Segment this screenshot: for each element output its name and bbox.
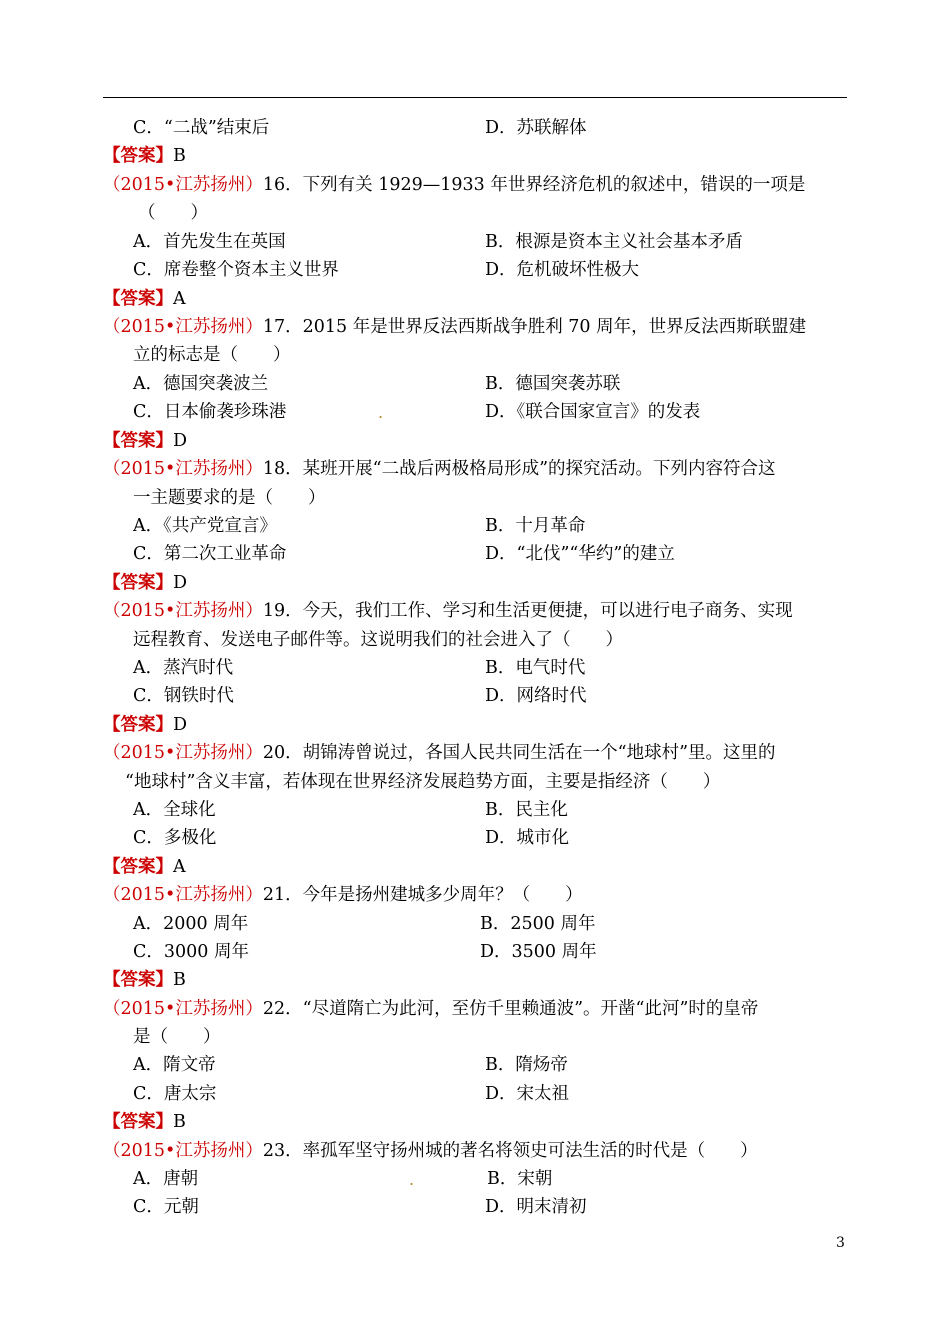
question-text: 20．胡锦涛曾说过，各国人民共同生活在一个“地球村”里。这里的 — [262, 743, 776, 763]
question-text: 22．“尽道隋亡为此河，至仿千里赖通波”。开凿“此河”时的皇帝 — [262, 999, 759, 1019]
answer-label: 【答案】 — [103, 146, 173, 166]
question-source: （2015•江苏扬州） — [103, 1141, 263, 1161]
q22-option-c: C．唐太宗 — [133, 1084, 217, 1104]
q17-option-a: A．德国突袭波兰 — [133, 374, 269, 394]
q15-answer — [103, 145, 186, 167]
q18-answer — [103, 572, 187, 594]
question-source: （2015•江苏扬州） — [103, 459, 263, 479]
question-text: 16．下列有关 1929—1933 年世界经济危机的叙述中，错误的一项是 — [262, 175, 806, 195]
q22-stem — [103, 998, 758, 1020]
answer-label: 【答案】 — [103, 857, 173, 877]
q18-option-c: C．第二次工业革命 — [133, 544, 287, 564]
answer-label: 【答案】 — [103, 431, 173, 451]
q17-option-c: C．日本偷袭珍珠港 — [133, 402, 287, 422]
answer-value: D — [173, 573, 188, 593]
stray-dot-mark: . — [409, 1170, 415, 1189]
question-text: 18．某班开展“二战后两极格局形成”的探究活动。下列内容符合这 — [262, 459, 776, 479]
q23-option-d: D．明末清初 — [485, 1197, 587, 1217]
answer-label: 【答案】 — [103, 715, 173, 735]
header-rule — [103, 97, 847, 98]
q16-option-d: D．危机破坏性极大 — [485, 260, 640, 280]
q18-option-a: A．《共产党宣言》 — [133, 516, 277, 536]
q16-option-b: B．根源是资本主义社会基本矛盾 — [485, 232, 743, 252]
q17-answer — [103, 430, 187, 452]
stray-dot-mark: . — [378, 403, 384, 422]
answer-value: D — [173, 431, 188, 451]
question-text: 23．率孤军坚守扬州城的著名将领史可法生活的时代是（ ） — [262, 1141, 758, 1161]
answer-value: A — [173, 857, 186, 877]
q19-option-c: C．钢铁时代 — [133, 686, 234, 706]
q20-answer — [103, 856, 186, 878]
q22-option-b: B．隋炀帝 — [485, 1055, 568, 1075]
question-source: （2015•江苏扬州） — [103, 601, 263, 621]
answer-label: 【答案】 — [103, 970, 173, 990]
q21-option-c: C．3000 周年 — [133, 942, 249, 962]
q19-option-a: A．蒸汽时代 — [133, 658, 234, 678]
q21-option-d: D．3500 周年 — [480, 942, 597, 962]
q16-option-a: A．首先发生在英国 — [133, 232, 286, 252]
q21-option-a: A．2000 周年 — [133, 914, 249, 934]
question-source: （2015•江苏扬州） — [103, 999, 263, 1019]
q20-option-b: B．民主化 — [485, 800, 568, 820]
q18-stem-cont: 一主题要求的是（ ） — [133, 488, 326, 508]
q21-stem — [103, 884, 583, 906]
q21-answer — [103, 969, 186, 991]
q16-answer — [103, 288, 186, 310]
q15-option-d: D．苏联解体 — [485, 118, 587, 138]
q23-option-a: A．唐朝 — [133, 1169, 199, 1189]
q19-stem-cont: 远程教育、发送电子邮件等。这说明我们的社会进入了（ ） — [133, 630, 623, 650]
question-text: 19．今天，我们工作、学习和生活更便捷，可以进行电子商务、实现 — [262, 601, 793, 621]
q22-stem-cont: 是（ ） — [133, 1027, 221, 1047]
answer-label: 【答案】 — [103, 573, 173, 593]
answer-value: B — [173, 1112, 186, 1132]
q18-option-b: B．十月革命 — [485, 516, 586, 536]
q19-option-d: D．网络时代 — [485, 686, 587, 706]
question-source: （2015•江苏扬州） — [103, 317, 263, 337]
q20-stem-cont: “地球村”含义丰富，若体现在世界经济发展趋势方面，主要是指经济（ ） — [125, 772, 721, 792]
answer-label: 【答案】 — [103, 1112, 173, 1132]
q19-answer — [103, 714, 187, 736]
q22-option-a: A．隋文帝 — [133, 1055, 216, 1075]
q20-option-d: D．城市化 — [485, 828, 570, 848]
q23-option-b: B．宋朝 — [487, 1169, 553, 1189]
q23-option-c: C．元朝 — [133, 1197, 199, 1217]
q23-stem — [103, 1140, 758, 1162]
question-source: （2015•江苏扬州） — [103, 743, 263, 763]
question-text: 21．今年是扬州建城多少周年？（ ） — [262, 885, 583, 905]
q22-answer — [103, 1111, 186, 1133]
answer-value: B — [173, 970, 186, 990]
q19-stem — [103, 600, 793, 622]
answer-value: D — [173, 715, 188, 735]
q17-option-d: D．《联合国家宣言》的发表 — [485, 402, 701, 422]
answer-label: 【答案】 — [103, 289, 173, 309]
q17-option-b: B．德国突袭苏联 — [485, 374, 621, 394]
page-number: 3 — [836, 1235, 845, 1251]
q19-option-b: B．电气时代 — [485, 658, 586, 678]
q20-option-c: C．多极化 — [133, 828, 217, 848]
question-source: （2015•江苏扬州） — [103, 885, 263, 905]
q17-stem — [103, 316, 806, 338]
q21-option-b: B．2500 周年 — [480, 914, 596, 934]
q20-option-a: A．全球化 — [133, 800, 216, 820]
q17-stem-cont: 立的标志是（ ） — [133, 345, 291, 365]
answer-value: B — [173, 146, 186, 166]
question-source: （2015•江苏扬州） — [103, 175, 263, 195]
q22-option-d: D．宋太祖 — [485, 1084, 570, 1104]
q16-stem-cont: （ ） — [138, 203, 208, 223]
q16-option-c: C．席卷整个资本主义世界 — [133, 260, 339, 280]
q20-stem — [103, 742, 776, 764]
answer-value: A — [173, 289, 186, 309]
question-text: 17．2015 年是世界反法西斯战争胜利 70 周年，世界反法西斯联盟建 — [262, 317, 807, 337]
q18-option-d: D．“北伐”“华约”的建立 — [485, 544, 675, 564]
q15-option-c: C．“二战”结束后 — [133, 118, 270, 138]
q18-stem — [103, 458, 776, 480]
q16-stem — [103, 174, 805, 196]
